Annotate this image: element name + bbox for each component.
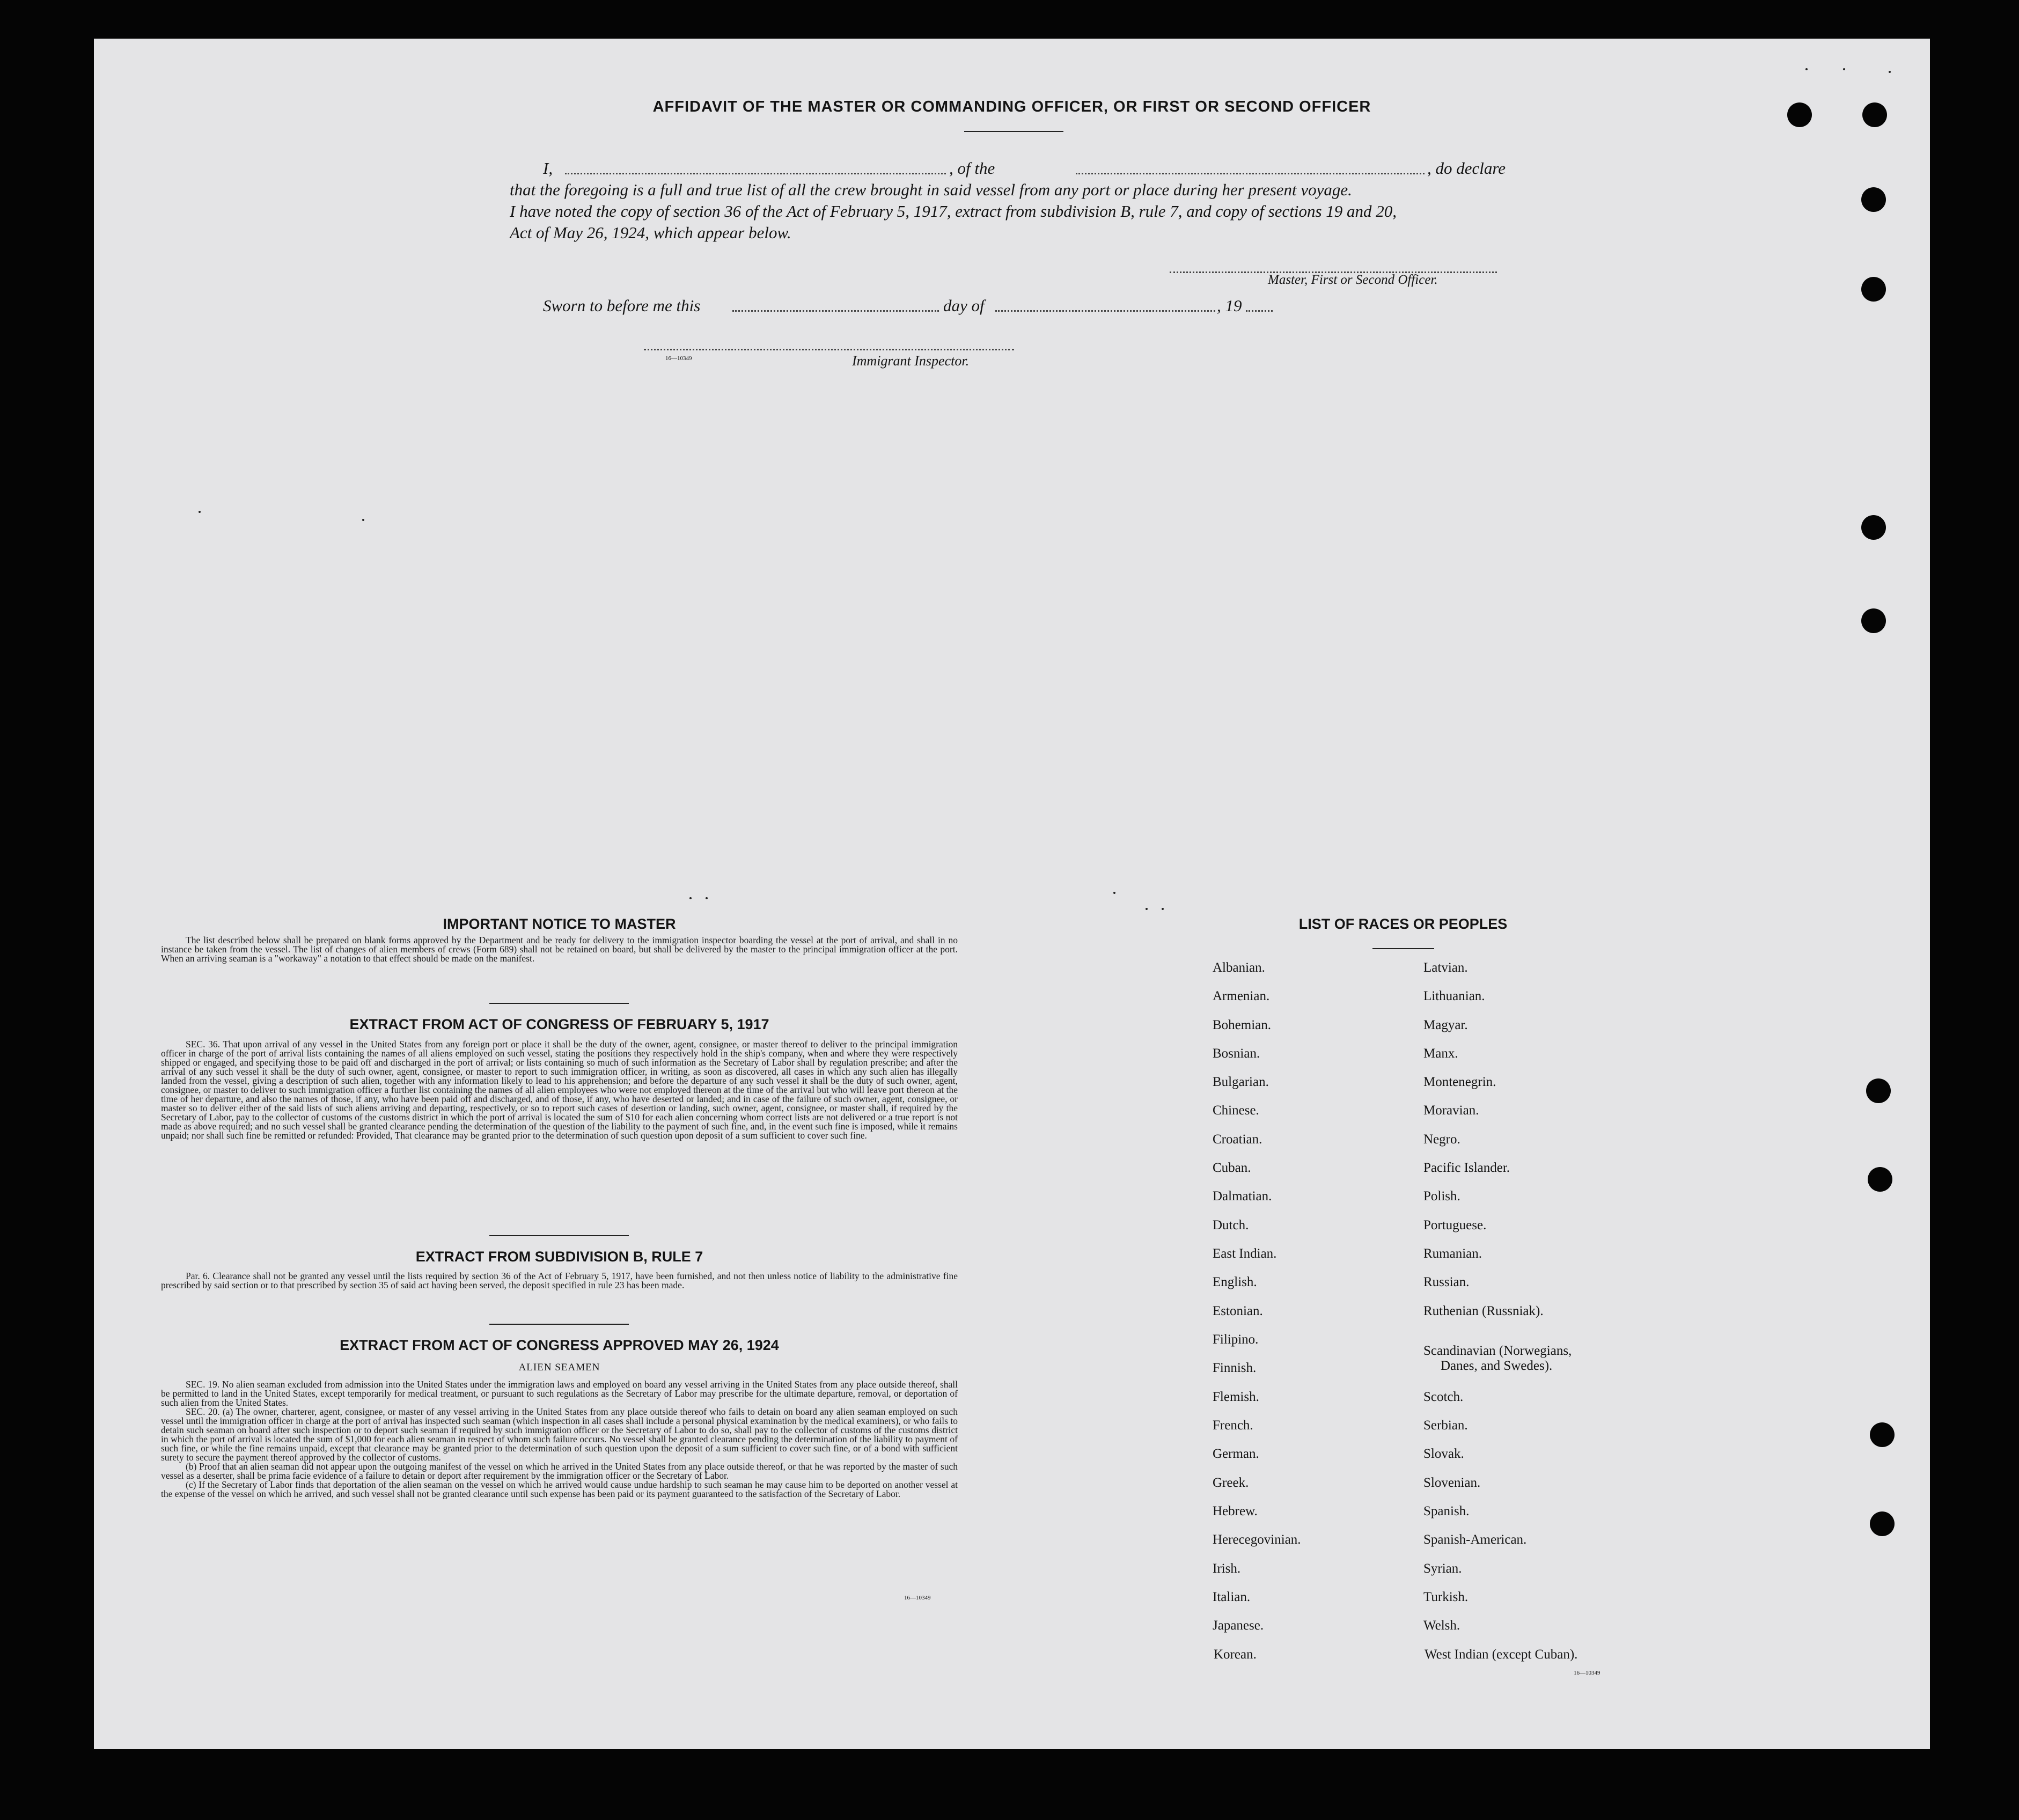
race-item: Dalmatian. (1213, 1189, 1272, 1203)
sec-19-paragraph: SEC. 19. No alien seaman excluded from admission into the United States under the immigration laws and employed on board any vessel arriving in the United States from any place outside thereof, shall be permitted to land in the United States, except temporarily for medical treatment, or pursuant to such regulations as the Secretary of Labor may prescribe for the ultimate departure, removal, or deportation of such alien from the United States. (161, 1379, 958, 1408)
race-item: Slovak. (1423, 1447, 1464, 1461)
sec-20c-paragraph: (c) If the Secretary of Labor finds that deportation of the alien seaman on the vessel on which he arrived would cause undue hardship to such seaman he may cause him to be deported on another vessel at the expense of the vessel on which he arrived, and such vessel shall not be granted clearance until such expense has been paid or its payment guaranteed to the satisfaction of the Secretary of Labor. (161, 1479, 958, 1499)
rule-7-title: EXTRACT FROM SUBDIVISION B, RULE 7 (415, 1249, 703, 1265)
name-blank[interactable] (565, 173, 946, 174)
race-item: Montenegrin. (1423, 1075, 1496, 1089)
race-item: Danes, and Swedes). (1441, 1359, 1553, 1373)
race-item: Portuguese. (1423, 1218, 1487, 1232)
race-item: Welsh. (1423, 1618, 1460, 1633)
punch-hole (1861, 608, 1886, 633)
speck (1113, 892, 1115, 894)
vessel-blank[interactable] (1076, 173, 1425, 174)
race-item: Bohemian. (1213, 1018, 1272, 1032)
race-item: Latvian. (1423, 960, 1468, 975)
race-item: Albanian. (1213, 960, 1265, 975)
race-item: Armenian. (1213, 989, 1270, 1003)
notice-paragraph: The list described below shall be prepared on blank forms approved by the Department and be ready for delivery to the immigration inspector boarding the vessel at the port of arrival, and shall in no instance be taken from the vessel. The list of changes of alien members of crews (Form 689) shall not be retained on board, but shall be delivered by the master to the principal immigration officer at the port. When an arriving seaman is a "workaway" a notation to that effect should be made on the manifest. (161, 935, 958, 964)
race-item: Serbian. (1423, 1418, 1468, 1433)
race-item: Polish. (1423, 1189, 1460, 1203)
race-item: German. (1213, 1447, 1259, 1461)
race-item: Cuban. (1213, 1161, 1251, 1175)
speck (1146, 908, 1148, 910)
month-blank[interactable] (995, 310, 1215, 312)
race-item: Bosnian. (1213, 1046, 1260, 1061)
race-item: Syrian. (1423, 1561, 1462, 1576)
race-item: Herecegovinian. (1213, 1532, 1301, 1547)
race-item: Ruthenian (Russniak). (1423, 1304, 1544, 1318)
par-6-paragraph: Par. 6. Clearance shall not be granted any vessel until the lists required by section 36 of the Act of February 5, 1917, have been furnished, and not then unless notice of liability to the administrative fine prescribed by said section or to that prescribed by section 35 of said act having been served, the deposit specified in rule 23 has been made. (161, 1271, 958, 1290)
notice-text (161, 936, 958, 963)
sec-20a-paragraph: SEC. 20. (a) The owner, charterer, agent, consignee, or master of any vessel arriving in the United States from any place outside thereof who fails to detain on board any alien seaman employed on such vessel until the immigration officer in charge at the port of arrival has inspected such seaman (which inspection in all cases shall include a personal physical examination by the medical examiners), or who fails to detain such seaman on board after such inspection or to deport such seaman if required by such immigration officer or the Secretary of Labor to do so, shall pay to the collector of customs of the customs district in which the port of arrival is located the sum of $1,000 for each alien seaman in respect of whom such failure occurs. No vessel shall be granted clearance pending the determination of the liability to payment of such fine, or while the fine remains unpaid, except that clearance may be granted prior to the determination of such question upon the deposit of a sum sufficient to cover such fine, or of a bond with sufficient surety to secure the payment thereof approved by the collector of customs. (161, 1406, 958, 1463)
extract-1924-title: EXTRACT FROM ACT OF CONGRESS APPROVED MAY 26, 1924 (340, 1337, 779, 1353)
race-item: Chinese. (1213, 1103, 1259, 1118)
race-item: Estonian. (1213, 1304, 1263, 1318)
affidavit-title: AFFIDAVIT OF THE MASTER OR COMMANDING OFFICER, OR FIRST OR SECOND OFFICER (652, 98, 1371, 115)
speck (1889, 71, 1891, 73)
extract-1924-text (161, 1380, 958, 1499)
race-item: Irish. (1213, 1561, 1241, 1576)
race-item: Scandinavian (Norwegians, (1423, 1344, 1572, 1358)
year-label: , 19 (1217, 296, 1242, 315)
title-rule (964, 131, 1063, 132)
race-item: Croatian. (1213, 1132, 1262, 1147)
race-item: French. (1213, 1418, 1253, 1433)
race-item: Russian. (1423, 1275, 1470, 1289)
punch-hole (1866, 1078, 1891, 1103)
inspector-signature-line[interactable] (644, 349, 1014, 350)
document-page (94, 39, 1930, 1749)
speck (1805, 68, 1808, 70)
race-item: Lithuanian. (1423, 989, 1485, 1003)
punch-hole (1861, 187, 1886, 212)
punch-hole (1868, 1167, 1892, 1192)
speck (706, 897, 708, 899)
affidavit-do-declare: , do declare (1427, 159, 1506, 178)
race-item: Rumanian. (1423, 1246, 1482, 1261)
affidavit-of-the: , of the (949, 159, 995, 178)
race-item: Italian. (1213, 1590, 1251, 1604)
affidavit-line-2: that the foregoing is a full and true list of all the crew brought in said vessel from any port or place during her present voyage. (510, 180, 1352, 199)
race-item: Moravian. (1423, 1103, 1479, 1118)
inspector-label: Immigrant Inspector. (852, 353, 970, 369)
sworn-day-blank[interactable] (732, 310, 939, 312)
speck (1162, 908, 1164, 910)
extract-1917-text (161, 1040, 958, 1140)
sworn-label: Sworn to before me this (543, 296, 701, 315)
notice-title: IMPORTANT NOTICE TO MASTER (443, 916, 676, 932)
race-item: West Indian (except Cuban). (1425, 1647, 1578, 1662)
race-item: Turkish. (1423, 1590, 1469, 1604)
extract-1917-title: EXTRACT FROM ACT OF CONGRESS OF FEBRUARY 5, 1917 (349, 1016, 769, 1032)
affidavit-i: I, (543, 159, 553, 178)
day-of-label: day of (943, 296, 985, 315)
race-item: Dutch. (1213, 1218, 1249, 1232)
punch-hole (1870, 1422, 1895, 1447)
race-item: Korean. (1214, 1647, 1257, 1662)
affidavit-line-4: Act of May 26, 1924, which appear below. (510, 223, 791, 242)
alien-seamen-subtitle: ALIEN SEAMEN (518, 1362, 600, 1373)
race-item: Manx. (1423, 1046, 1458, 1061)
race-item: English. (1213, 1275, 1257, 1289)
sec-20b-paragraph: (b) Proof that an alien seaman did not appear upon the outgoing manifest of the vessel on which he arrived in the United States from any place outside thereof, or that he was reported by the master of such vessel as a deserter, shall be prima facie evidence of a failure to detain or deport after requirement by the immigration officer or the Secretary of Labor. (161, 1461, 958, 1481)
speck (689, 897, 692, 899)
races-title-rule (1372, 948, 1434, 949)
section-rule (489, 1324, 629, 1325)
rule-7-text (161, 1272, 958, 1290)
race-item: Slovenian. (1423, 1476, 1481, 1490)
year-blank[interactable] (1246, 310, 1273, 312)
race-item: Pacific Islander. (1423, 1161, 1510, 1175)
race-item: Scotch. (1423, 1390, 1464, 1404)
races-title: LIST OF RACES OR PEOPLES (1298, 916, 1508, 932)
race-item: Japanese. (1213, 1618, 1264, 1633)
race-item: Magyar. (1423, 1018, 1468, 1032)
extract-form-number: 16—10349 (904, 1595, 931, 1601)
race-item: Hebrew. (1213, 1504, 1258, 1518)
punch-hole (1861, 277, 1886, 302)
race-item: Spanish. (1423, 1504, 1470, 1518)
race-item: Greek. (1213, 1476, 1249, 1490)
punch-hole (1861, 515, 1886, 540)
speck (199, 511, 201, 513)
race-item: Flemish. (1213, 1390, 1259, 1404)
race-item: East Indian. (1213, 1246, 1277, 1261)
race-item: Finnish. (1213, 1361, 1257, 1375)
section-rule (489, 1003, 629, 1004)
punch-hole (1870, 1511, 1895, 1536)
race-item: Negro. (1423, 1132, 1460, 1147)
form-number: 16—10349 (665, 355, 692, 362)
master-label: Master, First or Second Officer. (1268, 273, 1438, 287)
section-rule (489, 1235, 629, 1236)
sec-36-paragraph: SEC. 36. That upon arrival of any vessel in the United States from any foreign port or place it shall be the duty of the owner, agent, consignee, or master thereof to deliver to the principal immigration officer in charge of the port of arrival lists containing the names of all aliens employed on such vessel, stating the positions they respectively hold in the ship's company, when and where they were respectively shipped or engaged, and specifying those to be paid off and discharged in the port of arrival; or lists containing so much of such information as the Secretary of Labor shall by regulation prescribe; and after the arrival of any such vessel it shall be the duty of such owner, agent, consignee, or master to report to such immigration officer, in writing, as soon as discovered, all cases in which any such alien has illegally landed from the vessel, giving a description of such alien, together with any information likely to lead to his apprehension; and before the departure of any such vessel it shall be the duty of such owner, agent, consignee, or master to deliver to such immigration officer a further list containing the names of all alien employees who were not employed thereon at the time of the arrival but who will leave port thereon at the time of her departure, and also the names of those, if any, who have been paid off and discharged, and of those, if any, who have deserted or landed; and in case of the failure of such owner, agent, consignee, or master so to deliver either of the said lists of such aliens arriving and departing, respectively, or so to report such cases of desertion or landing, such owner, agent, consignee, or master shall, if required by the Secretary of Labor, pay to the collector of customs of the customs district in which the port of arrival is located the sum of $10 for each alien concerning whom correct lists are not delivered or a true report is not made as above required; and no such vessel shall be granted clearance pending the determination of the question of the liability to the payment of such fine, and, in the event such fine is imposed, while it remains unpaid; nor shall such fine be remitted or refunded: Provided, That clearance may be granted prior to the determination of such question upon deposit of a sum sufficient to cover such fine. (161, 1039, 958, 1141)
races-form-number: 16—10349 (1574, 1670, 1600, 1676)
affidavit-line-3: I have noted the copy of section 36 of the Act of February 5, 1917, extract from subdivision B, rule 7, and copy of sections 19 and 20, (510, 202, 1397, 221)
race-item: Bulgarian. (1213, 1075, 1269, 1089)
speck (362, 519, 364, 521)
speck (1843, 68, 1845, 70)
race-item: Spanish-American. (1423, 1532, 1527, 1547)
race-item: Filipino. (1213, 1332, 1259, 1347)
